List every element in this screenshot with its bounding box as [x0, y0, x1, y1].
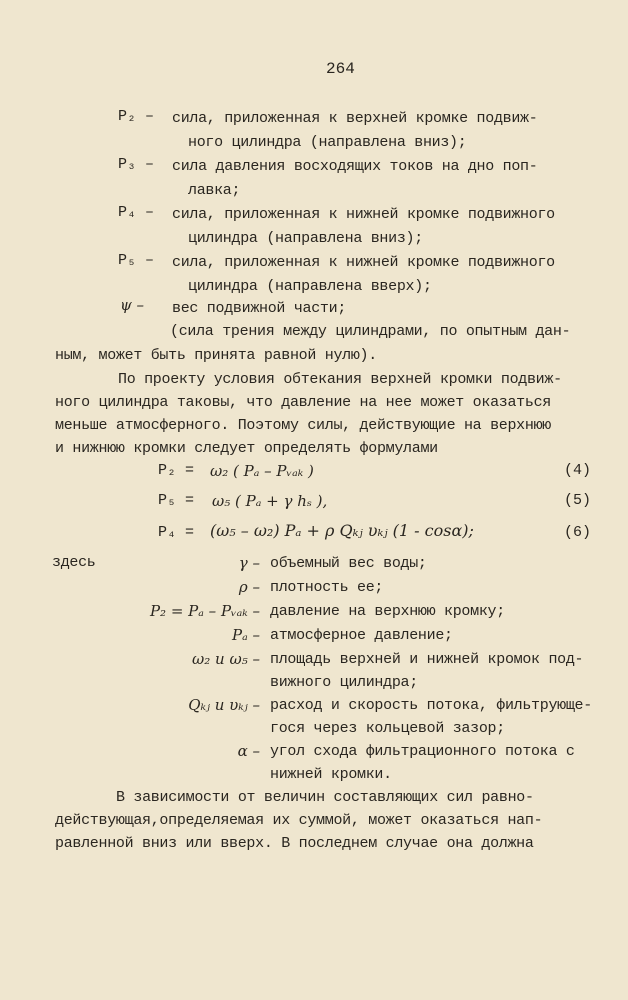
def-line: давление на верхнюю кромку; — [270, 603, 505, 620]
def-symbol-omega: ω₂ и ω₅ – — [192, 650, 260, 668]
def-line: сила, приложенная к верхней кромке подвиж- — [172, 110, 538, 127]
def-symbol-p2: P₂ – — [118, 108, 155, 125]
paragraph-line: равленной вниз или вверх. В последнем случае она должна — [55, 835, 534, 852]
def-line: нижней кромки. — [270, 766, 392, 783]
def-line: ного цилиндра (направлена вниз); — [188, 134, 467, 151]
paragraph-line: меньше атмосферного. Поэтому силы, действующие на верхнюю — [55, 417, 551, 434]
def-line: угол схода фильтрационного потока с — [270, 743, 575, 760]
paragraph-line: В зависимости от величин составляющих сил равно- — [116, 789, 534, 806]
formula-number: (4) — [564, 462, 592, 479]
def-symbol-alpha: α – — [237, 742, 260, 760]
paragraph-line: По проекту условия обтекания верхней кромки подвиж- — [118, 371, 562, 388]
def-symbol-psi: ψ – — [120, 296, 145, 314]
formula-rhs: (ω₅ – ω₂) Pₐ + ρ Qₖⱼ υₖⱼ (1 - cosα); — [210, 521, 474, 540]
formula-number: (5) — [564, 492, 592, 509]
formula-rhs: ω₅ ( Pₐ + γ hₛ ), — [212, 492, 328, 510]
def-line: сила, приложенная к нижней кромке подвижного — [172, 206, 555, 223]
def-line: вижного цилиндра; — [270, 674, 418, 691]
def-symbol-pa: Pₐ – — [232, 626, 260, 644]
def-line: гося через кольцевой зазор; — [270, 720, 505, 737]
formula-rhs: ω₂ ( Pₐ – Pᵥₐₖ ) — [210, 462, 314, 480]
paragraph-line: ного цилиндра таковы, что давление на нее может оказаться — [55, 394, 551, 411]
def-line: вес подвижной части; — [172, 300, 347, 317]
def-line: сила, приложенная к нижней кромке подвижного — [172, 254, 555, 271]
def-line: цилиндра (направлена вверх); — [188, 278, 432, 295]
paragraph-line: действующая,определяемая их суммой, может оказаться нап- — [55, 812, 543, 829]
zdes-label: здесь — [52, 554, 96, 571]
def-line: плотность ее; — [270, 579, 384, 596]
def-symbol-p5: P₅ – — [118, 252, 155, 269]
formula-lhs: P₂ = — [158, 462, 195, 479]
def-line: лавка; — [188, 182, 241, 199]
note-line: (сила трения между цилиндрами, по опытным дан- — [170, 323, 571, 340]
paragraph-line: и нижнюю кромки следует определять формулами — [55, 440, 438, 457]
def-symbol-p2-diff: P₂ = Pₐ – Pᵥₐₖ – — [149, 602, 260, 620]
formula-lhs: P₄ = — [158, 524, 195, 541]
def-line: цилиндра (направлена вниз); — [188, 230, 423, 247]
formula-number: (6) — [564, 524, 592, 541]
page-number: 264 — [326, 60, 355, 78]
def-symbol-p4: P₄ – — [118, 204, 155, 221]
def-symbol-p3: P₃ – — [118, 156, 155, 173]
def-line: атмосферное давление; — [270, 627, 453, 644]
def-symbol-q-v: Qₖⱼ и υₖⱼ – — [188, 696, 260, 714]
def-line: площадь верхней и нижней кромок под- — [270, 651, 584, 668]
def-symbol-rho: ρ – — [238, 578, 260, 596]
def-line: объемный вес воды; — [270, 555, 427, 572]
def-symbol-gamma: γ – — [238, 554, 260, 572]
def-line: расход и скорость потока, фильтрующе- — [270, 697, 592, 714]
formula-lhs: P₅ = — [158, 492, 195, 509]
note-line: ным, может быть принята равной нулю). — [55, 347, 377, 364]
def-line: сила давления восходящих токов на дно поп- — [172, 158, 538, 175]
